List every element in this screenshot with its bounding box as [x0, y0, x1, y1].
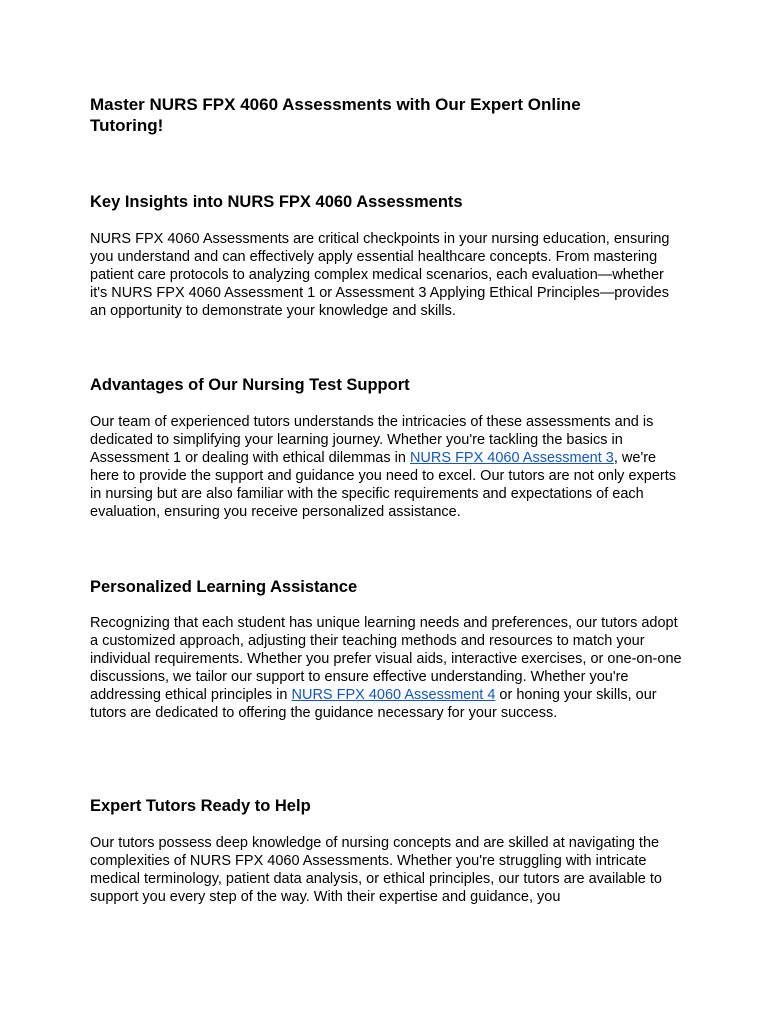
advantages-text-after: , we're here to provide the support and guidance you need to excel. Our tutors are not only experts in nursing but are also familiar with the specific requirements and expectations of each evaluation, ensuring you receive personalized assistance.: [90, 450, 677, 520]
section-body-advantages: [90, 413, 682, 521]
section-heading-advantages: Advantages of Our Nursing Test Support: [90, 376, 410, 394]
assessment-4-link[interactable]: NURS FPX 4060 Assessment 4: [291, 687, 496, 703]
document-title: Master NURS FPX 4060 Assessments with Our Expert Online Tutoring!: [90, 95, 581, 135]
advantages-text-before: Our team of experienced tutors understands the intricacies of these assessments and is dedicated to simplifying your learning journey. Whether you're tackling the basics in Assessment 1 or dealing with ethical dilemmas in: [90, 414, 654, 466]
section-body-key-insights: NURS FPX 4060 Assessments are critical checkpoints in your nursing education, ensuring you understand and can effectively apply essential healthcare concepts. From mastering patient care protocols to analyzing complex medical scenarios, each evaluation—whether it's NURS FPX 4060 Assessment 1 or Assessment 3 Applying Ethical Principles—provides an opportunity to demonstrate your knowledge and skills.: [90, 231, 670, 319]
section-heading-key-insights: Key Insights into NURS FPX 4060 Assessments: [90, 193, 463, 211]
section-heading-expert-tutors: Expert Tutors Ready to Help: [90, 797, 311, 815]
personalized-text-after: or honing your skills, our tutors are dedicated to offering the guidance necessary for your success.: [90, 687, 657, 721]
section-body-personalized: [90, 614, 682, 722]
section-body-expert-tutors: Our tutors possess deep knowledge of nursing concepts and are skilled at navigating the complexities of NURS FPX 4060 Assessments. Whether you're struggling with intricate medical terminology, patient data analysis, or ethical principles, our tutors are available to support you every step of the way. With their expertise and guidance, you: [90, 835, 662, 905]
assessment-3-link[interactable]: NURS FPX 4060 Assessment 3: [409, 450, 614, 466]
personalized-text-before: Recognizing that each student has unique learning needs and preferences, our tutors adopt a customized approach, adjusting their teaching methods and resources to match your individual requirements. Whether you prefer visual aids, interactive exercises, or one-on-one discussions, we tailor our support to ensure effective understanding. Whether you're addressing ethical principles in: [90, 615, 682, 703]
section-heading-personalized: Personalized Learning Assistance: [90, 578, 358, 596]
